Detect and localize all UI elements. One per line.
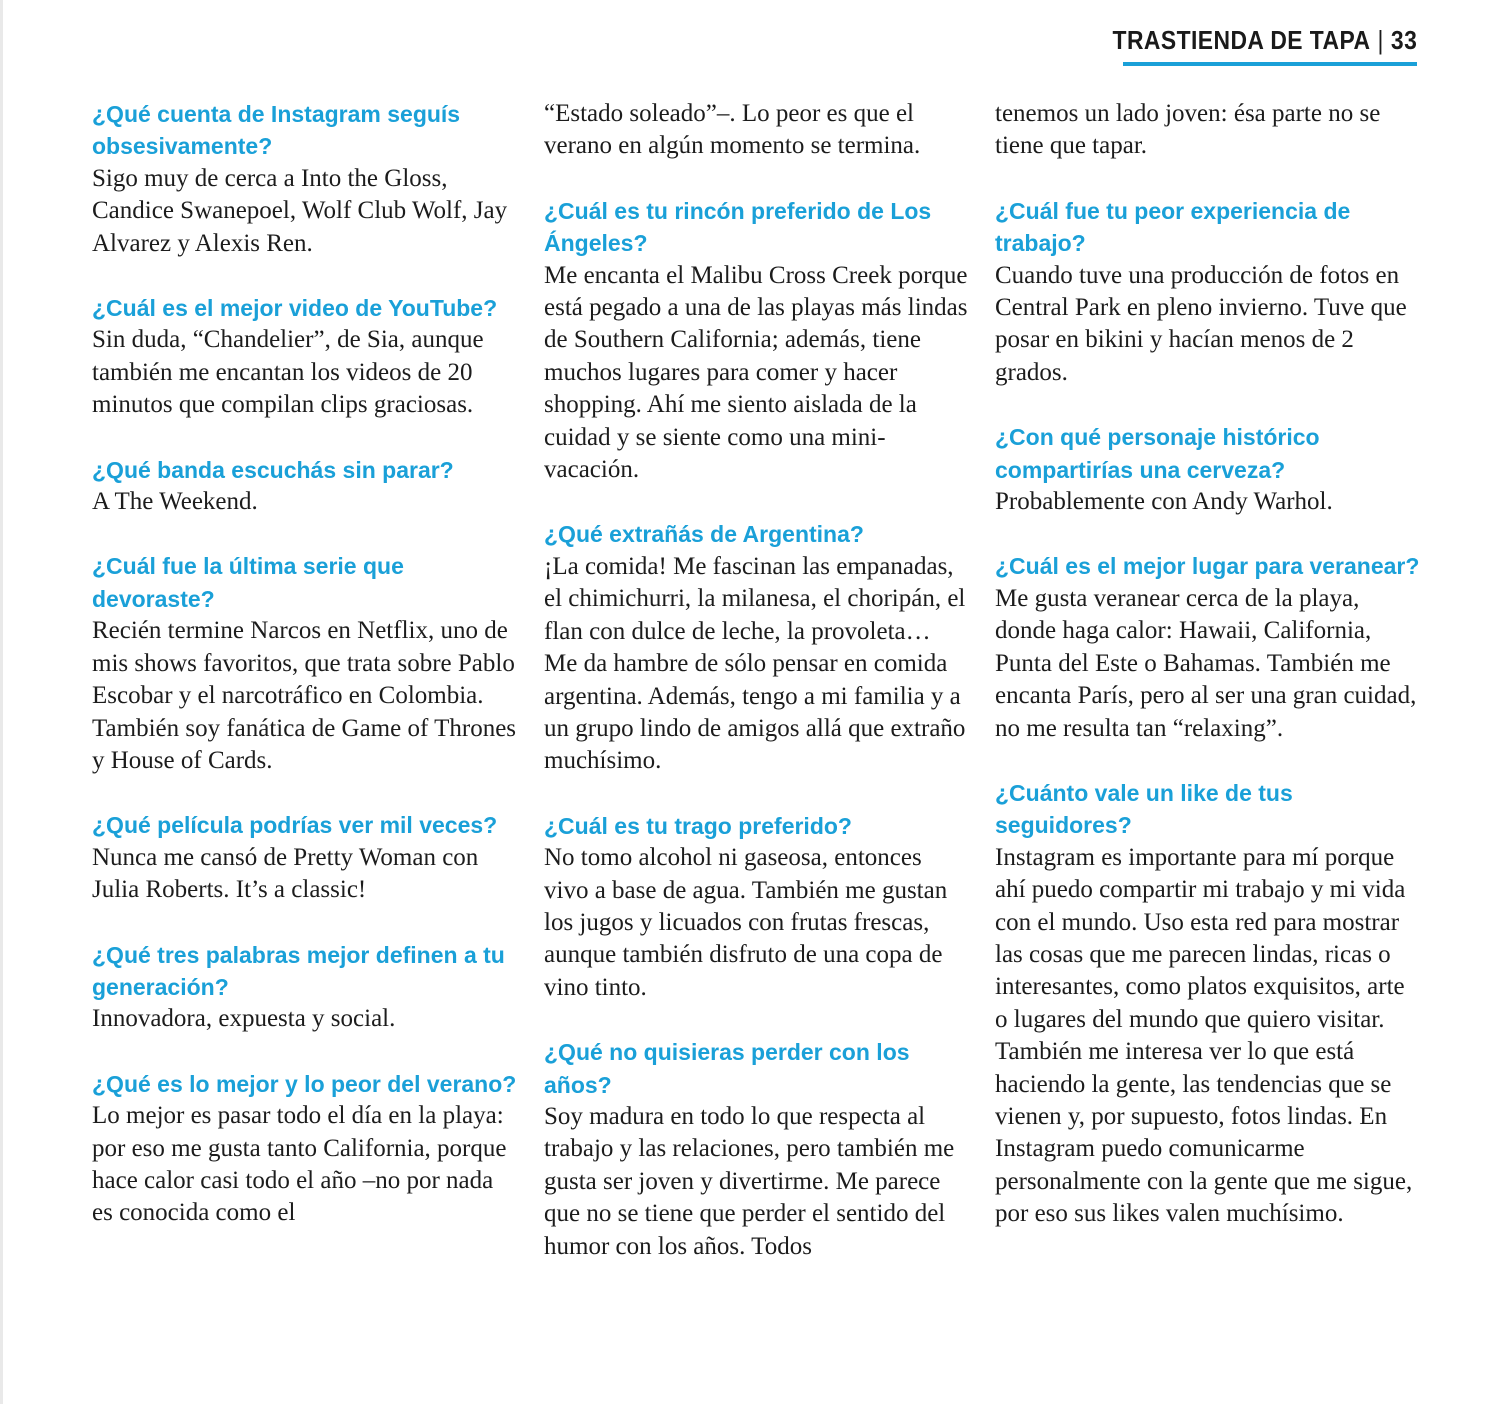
answer: Me encanta el Malibu Cross Creek porque está pegado a una de las playas más lindas de Southern California; además, tiene muchos lugares para comer y hacer shopping. Ahí me siento aislada de la cuidad y se siente como una mini-vacación. bbox=[544, 261, 968, 484]
header-rule bbox=[1123, 62, 1417, 66]
question: ¿Cuál es tu trago preferido? bbox=[544, 812, 852, 839]
answer: A The Weekend. bbox=[92, 488, 258, 516]
qa-item bbox=[92, 98, 517, 260]
qa-item bbox=[92, 939, 517, 1036]
section-title: TRASTIENDA DE TAPA bbox=[1112, 25, 1371, 55]
question: ¿Con qué personaje histórico compartirías una cerveza? bbox=[995, 424, 1320, 483]
answer: Cuando tuve una producción de fotos en Central Park en pleno invierno. Tuve que posar en bikini y hacían menos de 2 grados. bbox=[995, 261, 1407, 386]
qa-item bbox=[995, 421, 1420, 518]
running-head bbox=[1112, 22, 1417, 58]
question: ¿Cuál es el mejor video de YouTube? bbox=[92, 295, 498, 322]
question: ¿Qué extrañás de Argentina? bbox=[544, 521, 864, 548]
answer: Sin duda, “Chandelier”, de Sia, aunque también me encantan los videos de 20 minutos que compilan clips graciosas. bbox=[92, 326, 484, 419]
qa-item bbox=[544, 810, 969, 1004]
answer: ¡La comida! Me fascinan las empanadas, el chimichurri, la milanesa, el choripán, el flan con dulce de leche, la provoleta… Me da hambre de sólo pensar en comida argentina. Además, tengo a mi familia y a un grupo lindo de amigos allá que extraño muchísimo. bbox=[544, 552, 966, 775]
question: ¿Cuál es el mejor lugar para veranear? bbox=[995, 553, 1420, 580]
question: ¿Qué película podrías ver mil veces? bbox=[92, 812, 498, 839]
continued-answer: “Estado soleado”–. Lo peor es que el verano en algún momento se termina. bbox=[544, 100, 921, 160]
answer: Innovadora, expuesta y social. bbox=[92, 1005, 396, 1033]
qa-item bbox=[92, 1068, 517, 1230]
answer: No tomo alcohol ni gaseosa, entonces vivo a base de agua. También me gustan los jugos y licuados con frutas frescas, aunque también disfruto de una copa de vino tinto. bbox=[544, 844, 948, 1001]
question: ¿Qué no quisieras perder con los años? bbox=[544, 1039, 910, 1098]
qa-item bbox=[544, 195, 969, 487]
answer: Probablemente con Andy Warhol. bbox=[995, 488, 1333, 516]
question: ¿Qué es lo mejor y lo peor del verano? bbox=[92, 1070, 517, 1097]
answer: Recién termine Narcos en Netflix, uno de mis shows favoritos, que trata sobre Pablo Escobar y el narcotráfico en Colombia. También soy fanática de Game of Thrones y House of Cards. bbox=[92, 617, 517, 774]
column-1 bbox=[92, 98, 517, 1262]
qa-item bbox=[995, 550, 1420, 744]
continued-answer: tenemos un lado joven: ésa parte no se tiene que tapar. bbox=[995, 100, 1381, 160]
question: ¿Cuánto vale un like de tus seguidores? bbox=[995, 779, 1293, 839]
answer: Instagram es importante para mí porque ahí puedo compartir mi trabajo y mi vida con el mundo. Uso esta red para mostrar las cosas que me parecen lindas, ricas o interesantes, como platos exquisitos, arte o lugares del mundo que quiero visitar. También me interesa ver lo que está haciendo la gente, las tendencias que se vienen y, por supuesto, fotos lindas. En Instagram puedo comunicarme personalmente con la gente que me sigue, por eso sus likes valen muchísimo. bbox=[995, 843, 1413, 1228]
page-header bbox=[1071, 22, 1417, 66]
qa-item bbox=[92, 809, 517, 906]
question: ¿Cuál es tu rincón preferido de Los Ángeles? bbox=[544, 197, 932, 257]
question: ¿Cuál fue tu peor experiencia de trabajo? bbox=[995, 197, 1351, 257]
page-edge-shadow bbox=[0, 0, 3, 1404]
header-separator: | bbox=[1377, 25, 1384, 55]
answer: Lo mejor es pasar todo el día en la playa: por eso me gusta tanto California, porque hace calor casi todo el año –no por nada es conocida como el bbox=[92, 1102, 507, 1227]
answer: Sigo muy de cerca a Into the Gloss, Candice Swanepoel, Wolf Club Wolf, Jay Alvarez y Alexis Ren. bbox=[92, 164, 508, 257]
qa-item bbox=[544, 518, 969, 777]
column-3 bbox=[995, 98, 1420, 1263]
answer: Nunca me cansó de Pretty Woman con Julia Roberts. It’s a classic! bbox=[92, 843, 479, 904]
qa-item bbox=[995, 777, 1420, 1231]
qa-item bbox=[995, 195, 1420, 389]
qa-item bbox=[92, 454, 517, 519]
question: ¿Qué banda escuchás sin parar? bbox=[92, 456, 454, 483]
column-2 bbox=[544, 98, 969, 1295]
answer: Soy madura en todo lo que respecta al trabajo y las relaciones, pero también me gusta ser joven y divertirme. Me parece que no se tiene que perder el sentido del humor con los años. Todos bbox=[544, 1102, 955, 1260]
question: ¿Cuál fue la última serie que devoraste? bbox=[92, 553, 404, 612]
answer: Me gusta veranear cerca de la playa, donde haga calor: Hawaii, California, Punta del Este o Bahamas. También me encanta París, pero al ser una gran cuidad, no me resulta tan “relaxing”. bbox=[995, 584, 1417, 742]
question: ¿Qué cuenta de Instagram seguís obsesivamente? bbox=[92, 101, 461, 160]
qa-item bbox=[92, 550, 517, 777]
qa-item bbox=[92, 292, 517, 422]
page-number: 33 bbox=[1390, 25, 1417, 55]
qa-item bbox=[544, 1036, 969, 1263]
question: ¿Qué tres palabras mejor definen a tu generación? bbox=[92, 941, 505, 1000]
